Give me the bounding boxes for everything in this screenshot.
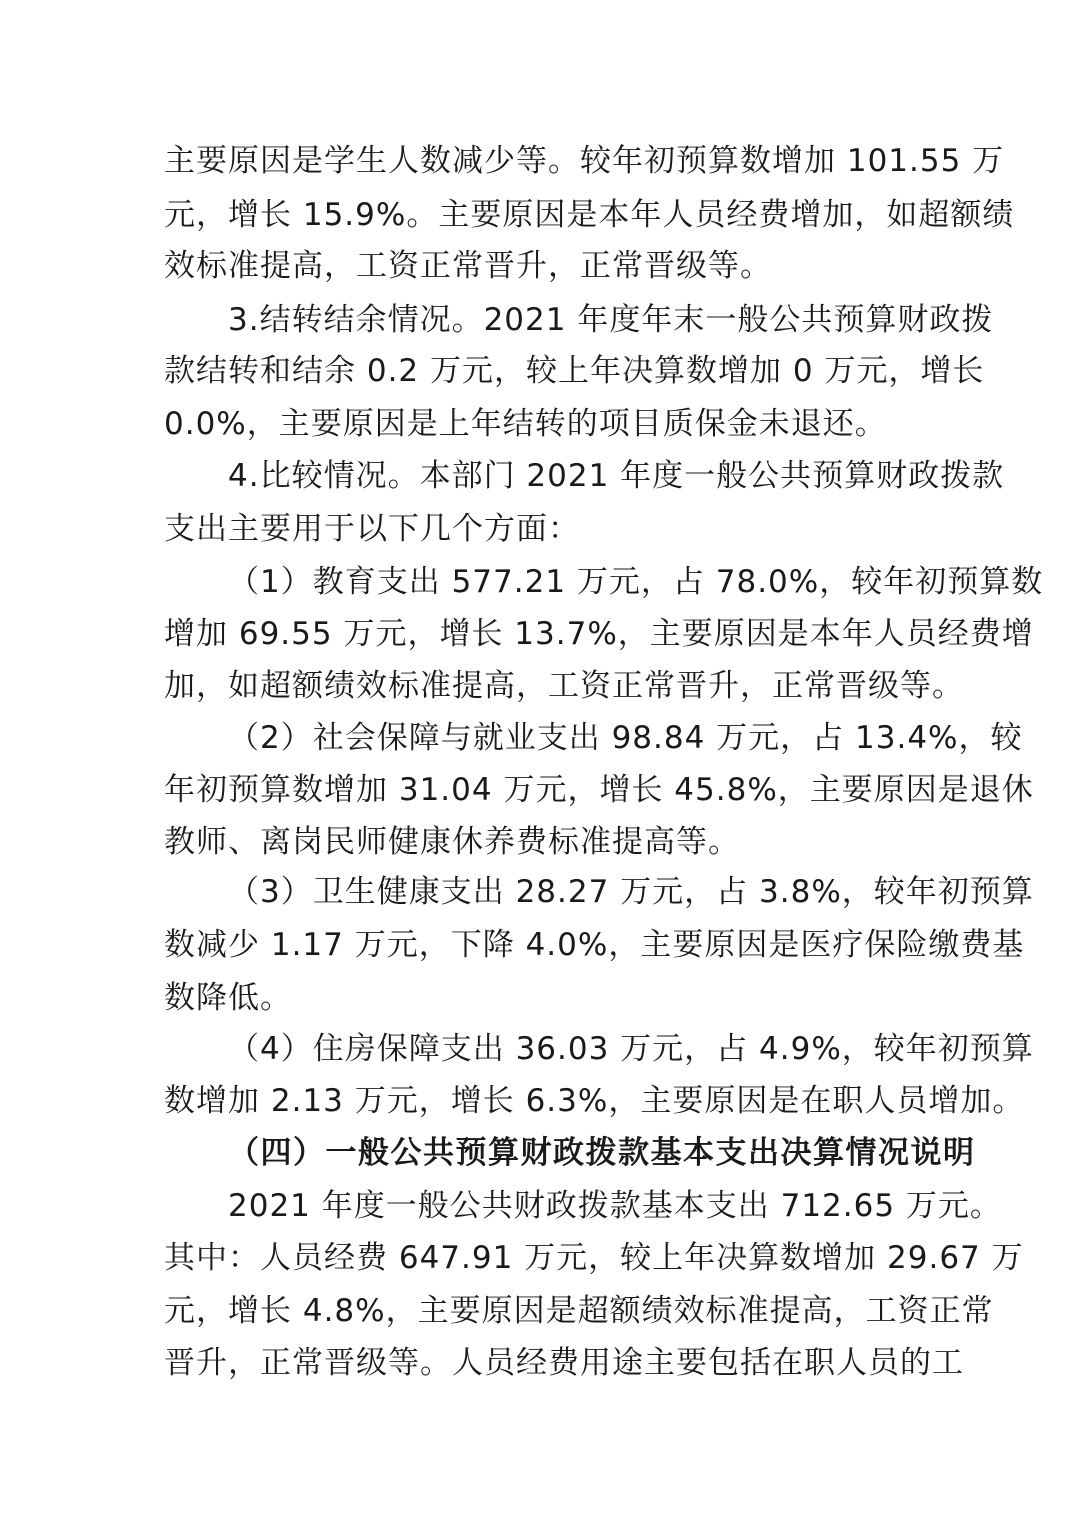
paragraph-line: 元，增长 4.8%，主要原因是超额绩效标准提高，工资正常: [164, 1293, 994, 1329]
paragraph-line: 其中：人员经费 647.91 万元，较上年决算数增加 29.67 万: [164, 1240, 1024, 1276]
paragraph-line: （4）住房保障支出 36.03 万元，占 4.9%，较年初预算: [228, 1031, 1034, 1067]
paragraph-line: 元，增长 15.9%。主要原因是本年人员经费增加，如超额绩: [164, 197, 1015, 233]
paragraph-line: （2）社会保障与就业支出 98.84 万元，占 13.4%，较: [228, 720, 1023, 756]
section-heading: （四）一般公共预算财政拨款基本支出决算情况说明: [228, 1135, 976, 1171]
paragraph-line: 晋升，正常晋级等。人员经费用途主要包括在职人员的工: [164, 1345, 964, 1381]
paragraph-line: 增加 69.55 万元，增长 13.7%，主要原因是本年人员经费增: [164, 616, 1034, 652]
paragraph-line: 支出主要用于以下几个方面：: [164, 511, 580, 547]
paragraph-line: 加，如超额绩效标准提高，工资正常晋升，正常晋级等。: [164, 668, 964, 704]
paragraph-line: 主要原因是学生人数减少等。较年初预算数增加 101.55 万: [164, 143, 1005, 179]
paragraph-line: 2021 年度一般公共财政拨款基本支出 712.65 万元。: [228, 1188, 1002, 1224]
paragraph-line: 数降低。: [164, 980, 292, 1016]
paragraph-line: 款结转和结余 0.2 万元，较上年决算数增加 0 万元，增长: [164, 353, 985, 389]
paragraph-line: （3）卫生健康支出 28.27 万元，占 3.8%，较年初预算: [228, 874, 1034, 910]
paragraph-line: 效标准提高，工资正常晋升，正常晋级等。: [164, 248, 772, 284]
paragraph-line: 4.比较情况。本部门 2021 年度一般公共预算财政拨款: [228, 458, 1005, 494]
paragraph-line: 0.0%，主要原因是上年结转的项目质保金未退还。: [164, 406, 887, 442]
paragraph-line: 数减少 1.17 万元，下降 4.0%，主要原因是医疗保险缴费基: [164, 927, 1025, 963]
paragraph-line: 教师、离岗民师健康休养费标准提高等。: [164, 824, 740, 860]
paragraph-line: 年初预算数增加 31.04 万元，增长 45.8%，主要原因是退休: [164, 772, 1034, 808]
paragraph-line: （1）教育支出 577.21 万元，占 78.0%，较年初预算数: [228, 564, 1044, 600]
paragraph-line: 3.结转结余情况。2021 年度年末一般公共预算财政拨: [228, 302, 994, 338]
paragraph-line: 数增加 2.13 万元，增长 6.3%，主要原因是在职人员增加。: [164, 1083, 1025, 1119]
